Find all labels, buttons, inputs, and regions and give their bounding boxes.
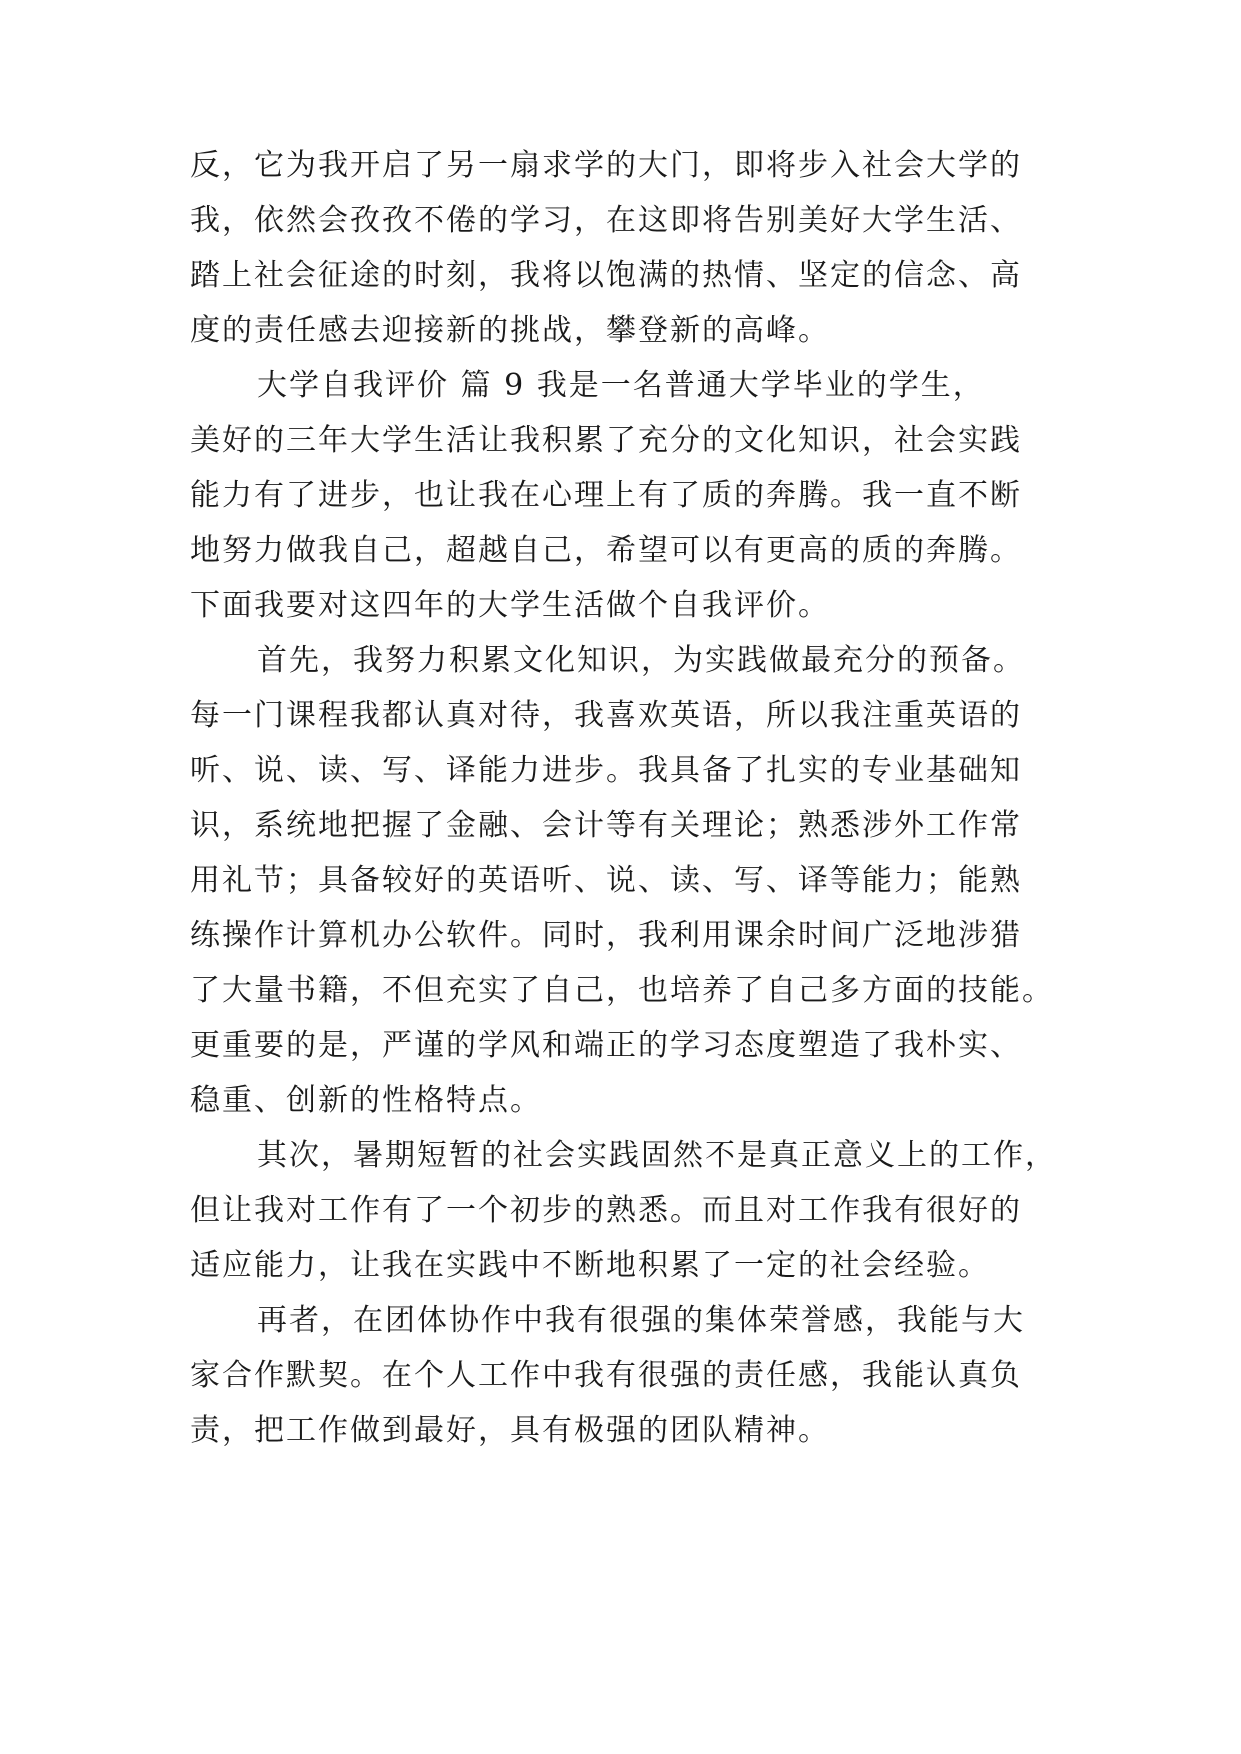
text-line: 我，依然会孜孜不倦的学习，在这即将告别美好大学生活、 <box>190 203 1022 238</box>
text-line: 度的责任感去迎接新的挑战，攀登新的高峰。 <box>190 313 830 348</box>
text-line: 每一门课程我都认真对待，我喜欢英语，所以我注重英语的 <box>190 698 1022 733</box>
text-line: 稳重、创新的性格特点。 <box>190 1083 542 1118</box>
text-line: 适应能力，让我在实践中不断地积累了一定的社会经验。 <box>190 1248 990 1283</box>
paragraph-start-line: 首先，我努力积累文化知识，为实践做最充分的预备。 <box>257 643 1025 678</box>
paragraph-start-line: 再者，在团体协作中我有很强的集体荣誉感，我能与大 <box>257 1303 1025 1338</box>
text-line: 识，系统地把握了金融、会计等有关理论；熟悉涉外工作常 <box>190 808 1022 843</box>
text-line: 但让我对工作有了一个初步的熟悉。而且对工作我有很好的 <box>190 1193 1022 1228</box>
section-heading-line: 大学自我评价 篇 9 我是一名普通大学毕业的学生， <box>257 368 985 403</box>
text-line: 练操作计算机办公软件。同时，我利用课余时间广泛地涉猎 <box>190 918 1022 953</box>
text-line: 责，把工作做到最好，具有极强的团队精神。 <box>190 1413 830 1448</box>
text-line: 了大量书籍，不但充实了自己，也培养了自己多方面的技能。 <box>190 973 1054 1008</box>
text-line: 反，它为我开启了另一扇求学的大门，即将步入社会大学的 <box>190 148 1022 183</box>
paragraph-start-line: 其次，暑期短暂的社会实践固然不是真正意义上的工作， <box>257 1138 1057 1173</box>
text-line: 地努力做我自己，超越自己，希望可以有更高的质的奔腾。 <box>190 533 1022 568</box>
text-line: 能力有了进步，也让我在心理上有了质的奔腾。我一直不断 <box>190 478 1022 513</box>
text-line: 美好的三年大学生活让我积累了充分的文化知识，社会实践 <box>190 423 1022 458</box>
text-line: 下面我要对这四年的大学生活做个自我评价。 <box>190 588 830 623</box>
text-line: 用礼节；具备较好的英语听、说、读、写、译等能力；能熟 <box>190 863 1022 898</box>
text-line: 听、说、读、写、译能力进步。我具备了扎实的专业基础知 <box>190 753 1022 788</box>
text-line: 更重要的是，严谨的学风和端正的学习态度塑造了我朴实、 <box>190 1028 1022 1063</box>
text-line: 家合作默契。在个人工作中我有很强的责任感，我能认真负 <box>190 1358 1022 1393</box>
text-line: 踏上社会征途的时刻，我将以饱满的热情、坚定的信念、高 <box>190 258 1022 293</box>
